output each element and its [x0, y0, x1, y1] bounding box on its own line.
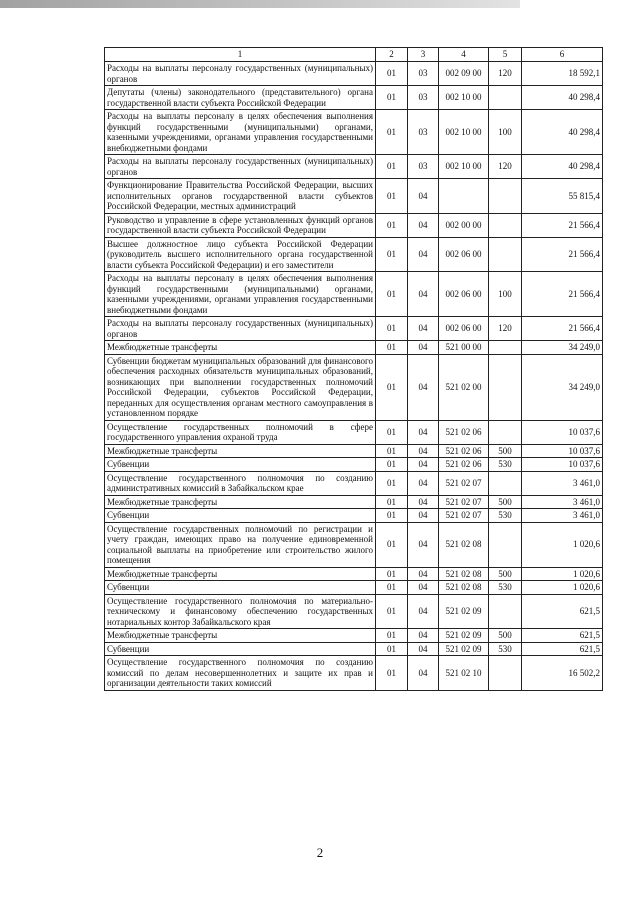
row-target-article-cell: 002 06 00	[439, 272, 489, 317]
row-expense-type-cell: 500	[489, 495, 522, 509]
row-section-cell: 01	[376, 317, 408, 341]
row-subsection-cell: 04	[408, 495, 439, 509]
row-amount-cell: 21 566,4	[522, 272, 603, 317]
row-amount-cell: 55 815,4	[522, 179, 603, 214]
row-expense-type-cell	[489, 341, 522, 355]
row-subsection-cell: 04	[408, 629, 439, 643]
row-amount-cell: 40 298,4	[522, 155, 603, 179]
row-name-cell: Осуществление государственных полномочий в сфере государственного управления охраной труда	[105, 420, 376, 444]
row-name-cell: Субвенции бюджетам муниципальных образований для финансового обеспечения расходных обязательств муниципальных образований, возникающих при выполнении государственных полномочий Российской Федерации, субъектов Российской Федерации, переданных для осуществления органам местного самоуправления в установленном порядке	[105, 354, 376, 420]
column-header: 2	[376, 48, 408, 62]
column-header: 3	[408, 48, 439, 62]
row-target-article-cell: 521 02 07	[439, 495, 489, 509]
row-target-article-cell: 002 10 00	[439, 86, 489, 110]
row-subsection-cell: 04	[408, 581, 439, 595]
row-section-cell: 01	[376, 155, 408, 179]
row-name-cell: Субвенции	[105, 509, 376, 523]
row-section-cell: 01	[376, 471, 408, 495]
row-subsection-cell: 04	[408, 420, 439, 444]
row-section-cell: 01	[376, 444, 408, 458]
row-section-cell: 01	[376, 458, 408, 472]
row-amount-cell: 34 249,0	[522, 354, 603, 420]
row-target-article-cell: 521 02 07	[439, 471, 489, 495]
row-expense-type-cell	[489, 594, 522, 629]
row-section-cell: 01	[376, 237, 408, 272]
row-amount-cell: 34 249,0	[522, 341, 603, 355]
table-row	[105, 317, 603, 341]
table-row	[105, 495, 603, 509]
row-amount-cell: 10 037,6	[522, 420, 603, 444]
table-row	[105, 272, 603, 317]
row-amount-cell: 21 566,4	[522, 213, 603, 237]
column-header: 5	[489, 48, 522, 62]
scan-edge-mark	[0, 0, 520, 8]
row-amount-cell: 16 502,2	[522, 656, 603, 691]
column-header: 4	[439, 48, 489, 62]
row-section-cell: 01	[376, 522, 408, 567]
row-subsection-cell: 04	[408, 656, 439, 691]
table-row	[105, 86, 603, 110]
table-row	[105, 471, 603, 495]
row-expense-type-cell	[489, 237, 522, 272]
row-section-cell: 01	[376, 272, 408, 317]
row-amount-cell: 1 020,6	[522, 522, 603, 567]
row-name-cell: Субвенции	[105, 458, 376, 472]
row-name-cell: Осуществление государственных полномочий по регистрации и учету граждан, имеющих право на получение единовременной социальной выплаты на приобретение или строительство жилого помещения	[105, 522, 376, 567]
row-target-article-cell: 521 02 06	[439, 420, 489, 444]
page-number: 2	[316, 845, 324, 860]
budget-table	[104, 47, 603, 691]
row-target-article-cell: 521 02 08	[439, 522, 489, 567]
row-amount-cell: 621,5	[522, 629, 603, 643]
row-section-cell: 01	[376, 86, 408, 110]
row-target-article-cell: 002 10 00	[439, 155, 489, 179]
row-amount-cell: 21 566,4	[522, 317, 603, 341]
table-header-row	[105, 48, 603, 62]
row-expense-type-cell: 120	[489, 62, 522, 86]
row-target-article-cell: 002 06 00	[439, 237, 489, 272]
row-subsection-cell: 04	[408, 341, 439, 355]
row-subsection-cell: 04	[408, 354, 439, 420]
row-amount-cell: 18 592,1	[522, 62, 603, 86]
row-expense-type-cell	[489, 354, 522, 420]
row-name-cell: Осуществление государственного полномочия по созданию административных комиссий в Забайкальском крае	[105, 471, 376, 495]
row-name-cell: Расходы на выплаты персоналу государственных (муниципальных) органов	[105, 317, 376, 341]
row-section-cell: 01	[376, 420, 408, 444]
table-row	[105, 444, 603, 458]
table-row	[105, 581, 603, 595]
row-section-cell: 01	[376, 581, 408, 595]
row-expense-type-cell: 100	[489, 110, 522, 155]
row-name-cell: Расходы на выплаты персоналу в целях обеспечения выполнения функций государственными (муниципальными) органами, казенными учреждениями, органами управления государственными внебюджетными фондами	[105, 110, 376, 155]
row-target-article-cell: 521 02 08	[439, 567, 489, 581]
table-row	[105, 522, 603, 567]
row-subsection-cell: 03	[408, 62, 439, 86]
row-section-cell: 01	[376, 62, 408, 86]
row-name-cell: Субвенции	[105, 642, 376, 656]
table-row	[105, 237, 603, 272]
row-name-cell: Функционирование Правительства Российской Федерации, высших исполнительных органов государственной власти субъектов Российской Федерации, местных администраций	[105, 179, 376, 214]
row-subsection-cell: 03	[408, 155, 439, 179]
row-target-article-cell: 002 10 00	[439, 110, 489, 155]
row-name-cell: Депутаты (члены) законодательного (представительного) органа государственной власти субъекта Российской Федерации	[105, 86, 376, 110]
row-section-cell: 01	[376, 213, 408, 237]
row-name-cell: Осуществление государственного полномочия по созданию комиссий по делам несовершеннолетних и защите их прав и организации деятельности таких комиссий	[105, 656, 376, 691]
row-section-cell: 01	[376, 341, 408, 355]
table-row	[105, 155, 603, 179]
table-row	[105, 629, 603, 643]
row-name-cell: Межбюджетные трансферты	[105, 567, 376, 581]
row-section-cell: 01	[376, 567, 408, 581]
row-target-article-cell	[439, 179, 489, 214]
row-expense-type-cell: 530	[489, 509, 522, 523]
row-subsection-cell: 04	[408, 471, 439, 495]
row-amount-cell: 21 566,4	[522, 237, 603, 272]
table-row	[105, 354, 603, 420]
row-target-article-cell: 002 06 00	[439, 317, 489, 341]
row-amount-cell: 3 461,0	[522, 495, 603, 509]
row-name-cell: Субвенции	[105, 581, 376, 595]
row-section-cell: 01	[376, 509, 408, 523]
table-row	[105, 594, 603, 629]
table-row	[105, 110, 603, 155]
row-target-article-cell: 521 02 09	[439, 642, 489, 656]
row-amount-cell: 1 020,6	[522, 581, 603, 595]
row-amount-cell: 40 298,4	[522, 86, 603, 110]
row-subsection-cell: 04	[408, 444, 439, 458]
row-subsection-cell: 04	[408, 458, 439, 472]
row-target-article-cell: 521 02 09	[439, 594, 489, 629]
row-target-article-cell: 521 02 09	[439, 629, 489, 643]
row-expense-type-cell: 530	[489, 581, 522, 595]
row-expense-type-cell: 100	[489, 272, 522, 317]
table-row	[105, 179, 603, 214]
row-amount-cell: 10 037,6	[522, 444, 603, 458]
row-subsection-cell: 04	[408, 594, 439, 629]
row-section-cell: 01	[376, 495, 408, 509]
row-expense-type-cell: 500	[489, 567, 522, 581]
row-expense-type-cell	[489, 656, 522, 691]
row-name-cell: Высшее должностное лицо субъекта Российской Федерации (руководитель высшего исполнительного органа государственной власти субъекта Российской Федерации) и его заместители	[105, 237, 376, 272]
row-section-cell: 01	[376, 642, 408, 656]
table-row	[105, 62, 603, 86]
row-subsection-cell: 04	[408, 509, 439, 523]
row-expense-type-cell	[489, 179, 522, 214]
row-section-cell: 01	[376, 354, 408, 420]
row-name-cell: Межбюджетные трансферты	[105, 444, 376, 458]
row-amount-cell: 621,5	[522, 594, 603, 629]
row-section-cell: 01	[376, 179, 408, 214]
row-subsection-cell: 04	[408, 567, 439, 581]
table-row	[105, 420, 603, 444]
row-name-cell: Расходы на выплаты персоналу в целях обеспечения выполнения функций государственными (муниципальными) органами, казенными учреждениями, органами управления государственными внебюджетными фондами	[105, 272, 376, 317]
row-name-cell: Осуществление государственного полномочия по материально-техническому и финансовому обеспечению государственных нотариальных контор Забайкальского края	[105, 594, 376, 629]
table-row	[105, 509, 603, 523]
row-subsection-cell: 04	[408, 272, 439, 317]
column-header: 6	[522, 48, 603, 62]
row-expense-type-cell: 120	[489, 317, 522, 341]
row-expense-type-cell	[489, 86, 522, 110]
row-section-cell: 01	[376, 656, 408, 691]
table-row	[105, 341, 603, 355]
row-subsection-cell: 04	[408, 237, 439, 272]
row-subsection-cell: 04	[408, 179, 439, 214]
row-section-cell: 01	[376, 594, 408, 629]
row-section-cell: 01	[376, 110, 408, 155]
row-section-cell: 01	[376, 629, 408, 643]
row-subsection-cell: 04	[408, 317, 439, 341]
row-expense-type-cell	[489, 213, 522, 237]
row-target-article-cell: 002 00 00	[439, 213, 489, 237]
row-name-cell: Расходы на выплаты персоналу государственных (муниципальных) органов	[105, 155, 376, 179]
row-expense-type-cell: 500	[489, 444, 522, 458]
table-row	[105, 642, 603, 656]
row-name-cell: Межбюджетные трансферты	[105, 495, 376, 509]
row-target-article-cell: 521 00 00	[439, 341, 489, 355]
row-expense-type-cell: 120	[489, 155, 522, 179]
row-target-article-cell: 521 02 10	[439, 656, 489, 691]
row-expense-type-cell: 500	[489, 629, 522, 643]
row-expense-type-cell	[489, 420, 522, 444]
row-subsection-cell: 03	[408, 86, 439, 110]
table-row	[105, 213, 603, 237]
row-expense-type-cell	[489, 522, 522, 567]
row-subsection-cell: 04	[408, 642, 439, 656]
row-amount-cell: 10 037,6	[522, 458, 603, 472]
row-name-cell: Межбюджетные трансферты	[105, 629, 376, 643]
row-expense-type-cell: 530	[489, 458, 522, 472]
row-name-cell: Расходы на выплаты персоналу государственных (муниципальных) органов	[105, 62, 376, 86]
row-amount-cell: 40 298,4	[522, 110, 603, 155]
row-target-article-cell: 521 02 06	[439, 444, 489, 458]
row-expense-type-cell	[489, 471, 522, 495]
row-amount-cell: 621,5	[522, 642, 603, 656]
column-header: 1	[105, 48, 376, 62]
table-row	[105, 567, 603, 581]
row-subsection-cell: 03	[408, 110, 439, 155]
row-amount-cell: 1 020,6	[522, 567, 603, 581]
row-target-article-cell: 002 09 00	[439, 62, 489, 86]
row-target-article-cell: 521 02 08	[439, 581, 489, 595]
row-name-cell: Руководство и управление в сфере установленных функций органов государственной власти субъекта Российской Федерации	[105, 213, 376, 237]
row-amount-cell: 3 461,0	[522, 509, 603, 523]
row-target-article-cell: 521 02 07	[439, 509, 489, 523]
row-target-article-cell: 521 02 06	[439, 458, 489, 472]
row-amount-cell: 3 461,0	[522, 471, 603, 495]
table-row	[105, 458, 603, 472]
row-name-cell: Межбюджетные трансферты	[105, 341, 376, 355]
row-subsection-cell: 04	[408, 213, 439, 237]
row-expense-type-cell: 530	[489, 642, 522, 656]
row-target-article-cell: 521 02 00	[439, 354, 489, 420]
table-row	[105, 656, 603, 691]
row-subsection-cell: 04	[408, 522, 439, 567]
